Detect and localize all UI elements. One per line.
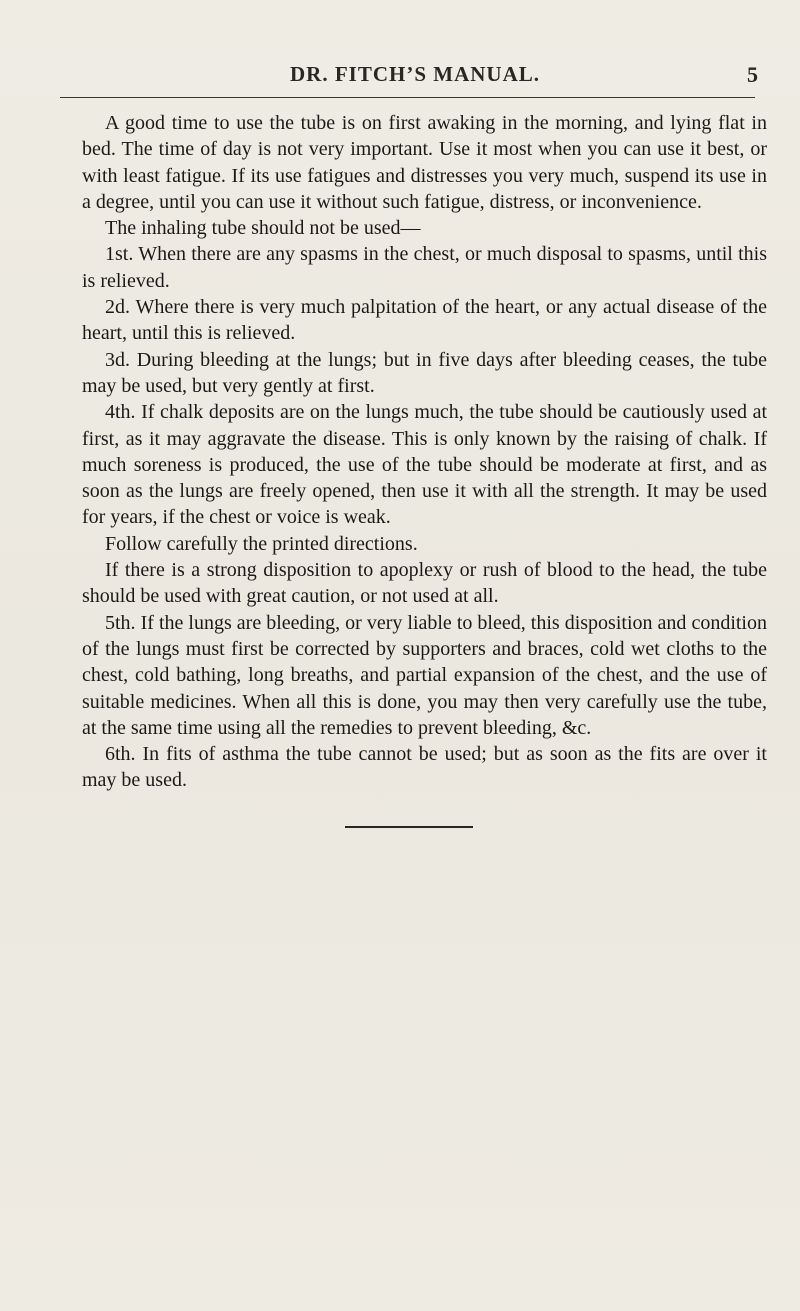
page-number: 5 (747, 62, 758, 87)
paragraph-second-palpitation: 2d. Where there is very much palpitation of the heart, or any actual disease of the heart, until this is relieved. (82, 296, 767, 345)
paragraph-apoplexy: If there is a strong disposition to apoplexy or rush of blood to the head, the tube should be used with great caution, or not used at all. (82, 559, 767, 608)
paragraph-follow-directions: Follow carefully the printed directions. (105, 532, 418, 555)
paragraph-fourth-chalk: 4th. If chalk deposits are on the lungs much, the tube should be cautiously used at first, as it may aggravate the disease. This is only known by the raising of chalk. If much soreness is produced, the use of the tube should be moderate at first, and as soon as the lungs are freely opened, then use it with all the strength. It may be used for years, if the chest or voice is weak. (82, 401, 767, 529)
header-rule (60, 97, 755, 98)
paragraph-should-not-be-used: The inhaling tube should not be used— (105, 217, 421, 240)
running-head (60, 62, 770, 90)
end-rule (345, 826, 473, 828)
paragraph-fifth-lungs-bleeding: 5th. If the lungs are bleeding, or very liable to bleed, this disposition and condition of the lungs must first be corrected by supporters and braces, cold wet cloths to the chest, cold bathing, long breaths, and partial expansion of the chest, and the use of suitable medicines. When all this is done, you may then very carefully use the tube, at the same time using all the remedies to prevent bleeding, &c. (82, 611, 767, 739)
body-text (82, 110, 767, 794)
paragraph-sixth-asthma: 6th. In fits of asthma the tube cannot be used; but as soon as the fits are over it may be used. (82, 743, 767, 792)
paragraph-third-bleeding: 3d. During bleeding at the lungs; but in five days after bleeding ceases, the tube may be used, but very gently at first. (82, 348, 767, 397)
paragraph-first-spasms: 1st. When there are any spasms in the chest, or much disposal to spasms, until this is relieved. (82, 243, 767, 292)
running-title: DR. FITCH’S MANUAL. (290, 62, 540, 86)
paragraph-morning-use: A good time to use the tube is on first awaking in the morning, and lying flat in bed. The time of day is not very important. Use it most when you can use it best, or with least fatigue. If its use fatigues and distresses you very much, suspend its use in a degree, until you can use it without such fatigue, distress, or inconvenience. (82, 112, 767, 213)
